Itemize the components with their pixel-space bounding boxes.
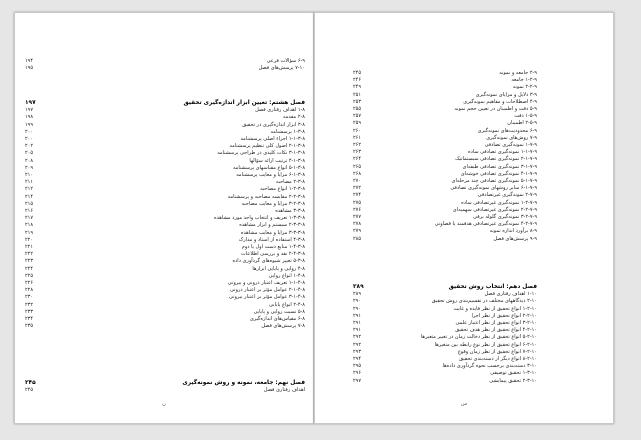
- toc-entry-title: ۱-۴-۸ انواع روایی: [268, 272, 305, 279]
- toc-entry-page-number: ۲۱۵: [25, 200, 34, 207]
- toc-entry-page-number: ۲۱۶: [25, 208, 34, 214]
- toc-entry-title: ۲-۵-۹ اطمینان: [507, 120, 537, 127]
- toc-entry-page-number: ۲۸۹: [353, 291, 362, 298]
- toc-entry-page-number: ۲۲۰: [25, 236, 34, 243]
- toc-entry-title: ۵-۱-۳-۸ انواع مقیاسهای پرسشنامه: [232, 164, 305, 171]
- toc-entry: [353, 377, 537, 385]
- toc-entry-title: ۷-۱۰ پرسش‌های فصل: [258, 65, 305, 72]
- toc-entry-page-number: ۲۰۸: [25, 157, 34, 164]
- toc-entry-title: ۳-۳-۳-۸ مزایا و معایب مشاهده: [240, 229, 305, 236]
- toc-entry-title: ۲-۷-۹ نمونه‌گیری غیرتصادفی: [477, 192, 537, 199]
- toc-entry-title: ۱-۴-۳-۸ منابع دست اول یا دوم: [241, 244, 305, 250]
- toc-entry-page-number: ۲۵۵: [353, 106, 362, 112]
- toc-entry-page-number: ۲۲۴: [25, 265, 34, 272]
- toc-entry-title: ۵-۱-۷-۹ نمونه‌گیری تصادفی چند مرحله‌ای: [451, 178, 537, 184]
- page-footer-right: س: [460, 401, 468, 407]
- toc-entry-page-number: ۲۱۰: [25, 172, 34, 178]
- right-page: [314, 12, 614, 424]
- toc-entry-title: ۶-۸ مقیاس‌های اندازه‌گیری: [249, 316, 305, 322]
- toc-entry-page-number: ۲۴۶: [353, 77, 362, 84]
- toc-entry-title: ۹-۹ پرسش‌های فصل: [493, 235, 537, 242]
- toc-entry-title: ۴-۲-۱۰ انواع تحقیق از نظر هدف تحقیق: [455, 327, 537, 334]
- toc-entry-title: ۴-۲-۷-۹ نمونه‌گیری غیرتصادفی هدفمند یا قضاوتی: [434, 221, 537, 228]
- toc-entry-title: ۶-۱-۷-۹ سایر روشهای نمونه‌گیری تصادفی: [450, 185, 537, 192]
- toc-entry-title: ۴-۹ اصطلاحات و مفاهیم نمونه‌گیری: [463, 98, 537, 105]
- toc-entry-title: ۳-۹ دلایل و مزایای نمونه‌گیری: [475, 91, 537, 98]
- toc-entry-title: ۵-۸ نسبت روایی و پایایی: [253, 308, 305, 315]
- toc-entry-page-number: ۲۹۰: [353, 298, 362, 305]
- toc-entry-title: فصل دهم: انتخاب روش تحقیق: [448, 284, 537, 290]
- toc-entry-title: ۸-۲-۱۰ انواع دیگر از دسته‌بندی تحقیق: [459, 356, 537, 362]
- left-page: [14, 12, 314, 424]
- toc-entry-title: ۲-۸ مقدمه: [283, 114, 305, 121]
- toc-entry-title: ۷-۲-۱۰ انواع تحقیق از نظر زمان وقوع: [457, 348, 537, 355]
- toc-entry-title: ۱-۱۰ اهداف رفتاری فصل: [484, 291, 537, 298]
- toc-entry-page-number: ۲۴۹: [353, 84, 362, 91]
- toc-entry-title: ۲-۱-۳-۸ اصول کلی تنظیم پرسشنامه: [229, 143, 305, 150]
- toc-entry-page-number: ۲۵۳: [353, 98, 362, 105]
- toc-entry-page-number: ۱۹۵: [25, 65, 34, 72]
- toc-entry-page-number: ۲۸۵: [353, 235, 362, 242]
- toc-entry-title: ۱-۷-۹ نمونه‌گیری تصادفی: [484, 142, 537, 148]
- toc-entry-page-number: ۲۳۰: [25, 294, 34, 301]
- toc-entry-page-number: ۲۷۲: [353, 185, 362, 192]
- toc-entry-page-number: ۲۱۹: [25, 229, 34, 236]
- toc-entry-page-number: ۱۹۷: [25, 107, 34, 114]
- toc-entry-title: ۳-۱-۳-۸ نکات کلیدی در طراحی پرسشنامه: [217, 150, 305, 157]
- toc-entry-page-number: ۲۴۵: [353, 70, 362, 76]
- toc-entry-title: ۳-۱۰ دسته‌بندی برحسب نحوه گردآوری داده‌ها: [442, 363, 537, 370]
- toc-entry-page-number: ۲۷۰: [353, 178, 362, 184]
- toc-entry-title: ۳-۸ ابزار اندازه‌گیری در تحقیق: [242, 121, 305, 128]
- toc-entry-title: ۱-۲-۱۰ انواع تحقیق از نظر فایده و غایت: [453, 305, 537, 312]
- toc-entry-page-number: ۲۵۱: [353, 91, 362, 98]
- toc-entry-title: ۲-۳-۸ مصاحبه: [275, 179, 305, 186]
- toc-entry-page-number: ۲۲۸: [25, 287, 34, 294]
- toc-entry: [25, 386, 305, 394]
- toc-entry-title: ۴-۸ روایی و پایایی ابزارها: [252, 265, 305, 272]
- toc-entry-title: ۳-۲-۳-۸ مزایا و معایب مصاحبه: [241, 200, 305, 207]
- toc-entry-title: ۱-۵-۹ دقت: [514, 113, 537, 120]
- toc-entry-page-number: ۲۱۱: [25, 179, 34, 186]
- toc-entry-page-number: ۲۴۵: [25, 387, 34, 394]
- toc-entry-page-number: ۲۷۶: [353, 206, 362, 213]
- toc-entry-title: ۱-۸ اهداف رفتاری فصل: [255, 107, 305, 114]
- toc-entry-title: ۲-۳-۳-۸ سیستم و ابزار مشاهده: [239, 222, 305, 229]
- toc-entry-title: ۱-۱-۴-۸ تعریف اعتبار درونی و بیرونی: [227, 280, 305, 286]
- toc-entry-page-number: ۲۶۸: [353, 170, 362, 177]
- toc-entry-page-number: ۲۳۴: [25, 316, 34, 322]
- toc-entry-page-number: ۲۸۹: [353, 284, 364, 290]
- toc-entry-page-number: ۲۰۵: [25, 150, 34, 157]
- toc-entry-page-number: ۲۵۹: [353, 120, 362, 127]
- toc-entry-title: ۸-۹ برآورد اندازه نمونه: [489, 228, 537, 235]
- toc-entry-page-number: ۱۹۹: [25, 121, 34, 128]
- toc-entry-page-number: ۲۰۹: [25, 164, 34, 171]
- toc-entry-title: ۲-۲-۹ نمونه: [512, 84, 537, 91]
- toc-entry-page-number: ۲۹۰: [353, 305, 362, 312]
- toc-entry-page-number: ۲۴۵: [25, 380, 36, 386]
- toc-entry-title: ۶-۲-۱۰ انواع تحقیق از نظر نوع رابطه بین متغیرها: [434, 341, 537, 348]
- toc-entry-title: ۲-۲-۷-۹ نمونه‌گیری غیرتصادفی سهمیه‌ای: [452, 206, 537, 213]
- toc-entry-page-number: ۲۰۰: [25, 136, 34, 142]
- page-footer-left: ن: [162, 401, 166, 407]
- toc-entry-title: ۴-۱-۷-۹ نمونه‌گیری تصادفی خوشه‌ای: [460, 170, 537, 177]
- toc-entry-page-number: ۲۹۵: [353, 363, 362, 370]
- toc-entry-page-number: ۲۳۳: [25, 308, 34, 315]
- toc-entry-title: ۲-۲-۱۰ انواع تحقیق از نظر اجرا: [471, 312, 537, 319]
- toc-entry: [353, 235, 537, 243]
- toc-entry-title: ۲-۴-۳-۸ نقد و بررسی اطلاعات: [241, 251, 305, 258]
- toc-entry-title: ۲-۴-۸ انواع پایایی: [269, 301, 305, 308]
- toc-entry-page-number: ۲۶۴: [353, 156, 362, 163]
- toc-entry-title: ۷-۹ روش‌های نمونه‌گیری: [486, 134, 537, 141]
- toc-entry-page-number: ۲۰۰: [25, 128, 34, 135]
- toc-entry-title: ۱-۱-۳-۸ اجزاء اصلی پرسشنامه: [240, 136, 305, 142]
- toc-entry-title: ۵-۳-۸ تغییر شیوه‌های گردآوری داده: [232, 258, 305, 265]
- toc-entry-page-number: ۲۳۲: [25, 301, 34, 308]
- toc-entry-page-number: ۲۷۴: [353, 192, 362, 199]
- toc-entry-title: ۲-۱۰ دیدگاههای مختلف در تقسیم‌بندی روش تحقیق: [431, 298, 537, 305]
- toc-entry-page-number: ۲۹۷: [353, 377, 362, 384]
- toc-entry-page-number: ۲۹۱: [353, 312, 362, 319]
- toc-entry-title: ۱-۲-۷-۹ نمونه‌گیری غیرتصادفی ساده: [461, 199, 537, 206]
- toc-entry-title: ۱-۳-۱۰ تحقیق توصیفی: [490, 370, 537, 377]
- toc-entry-page-number: ۲۲۲: [25, 251, 34, 258]
- toc-entry-page-number: ۱۹۷: [25, 100, 36, 106]
- toc-entry-page-number: ۲۲۳: [25, 258, 34, 265]
- toc-entry-title: فصل نهم: جامعه، نمونه و روش نمونه‌گیری: [182, 380, 305, 386]
- toc-entry-page-number: ۲۹۶: [353, 370, 362, 377]
- toc-entry-title: فصل هشتم: تعیین ابزار اندازه‌گیری تحقیق: [183, 100, 305, 106]
- toc-entry-page-number: ۲۹۲: [353, 341, 362, 348]
- toc-entry-page-number: ۲۶۵: [353, 163, 362, 170]
- toc-entry-title: ۷-۸ پرسش‌های فصل: [261, 323, 305, 330]
- toc-entry-page-number: ۲۲۵: [25, 272, 34, 279]
- toc-entry: [25, 64, 305, 72]
- toc-entry-title: ۱-۲-۹ جامعه: [511, 77, 537, 84]
- toc-entry-page-number: ۲۹۳: [353, 348, 362, 355]
- toc-entry-page-number: ۲۷۸: [353, 221, 362, 228]
- toc-entry-title: ۱-۳-۳-۸ تعریف و انتخاب واحد مورد مشاهده: [214, 215, 305, 222]
- toc-entry-title: ۱-۲-۳-۸ انواع مصاحبه: [260, 186, 305, 193]
- toc-entry-title: ۱-۱-۷-۹ نمونه‌گیری تصادفی ساده: [467, 149, 537, 156]
- toc-entry-page-number: ۲۱۸: [25, 222, 34, 229]
- toc-entry-page-number: ۲۹۲: [353, 334, 362, 341]
- toc-entry-page-number: ۱۹۴: [25, 58, 34, 64]
- toc-entry-page-number: ۲۹۱: [353, 327, 362, 334]
- toc-entry-page-number: ۲۶۲: [353, 142, 362, 148]
- toc-entry-page-number: ۲۲۱: [25, 244, 34, 250]
- toc-entry-title: ۳-۱-۷-۹ نمونه‌گیری تصادفی طبقه‌ای: [462, 163, 537, 170]
- toc-entry-page-number: ۲۵۷: [353, 113, 362, 120]
- toc-entry-title: ۲-۱-۷-۹ نمونه‌گیری تصادفی سیستماتیک: [455, 156, 537, 163]
- toc-entry-page-number: ۲۶۱: [353, 134, 362, 141]
- toc-entry-page-number: ۲۶۰: [353, 127, 362, 134]
- toc-entry-title: ۶-۹ سؤالات فرعی: [266, 58, 305, 64]
- toc-entry-page-number: ۱۹۸: [25, 114, 34, 121]
- toc-entry-title: ۵-۲-۱۰ انواع تحقیق از نظر دخالت زمان در تغییر متغیرها: [420, 334, 537, 341]
- toc-entry-title: ۳-۱-۴-۸ عوامل مؤثر بر اعتبار بیرونی: [228, 294, 305, 301]
- toc-entry-title: ۱-۳-۸ پرسشنامه: [270, 128, 305, 135]
- toc-entry-title: اهداف رفتاری فصل: [263, 387, 305, 394]
- toc-entry-title: ۳-۲-۷-۹ نمونه‌گیری گلوله برفی: [473, 214, 537, 220]
- toc-entry-title: ۶-۹ محدودیت‌های نمونه‌گیری: [477, 127, 537, 134]
- toc-entry-title: ۲-۱-۴-۸ عوامل مؤثر بر اعتبار درونی: [229, 287, 305, 294]
- toc-entry-title: ۲-۲-۳-۸ مقایسه مصاحبه و پرسشنامه: [227, 193, 305, 200]
- toc-entry-page-number: ۲۹۱: [353, 320, 362, 326]
- toc-entry-title: ۴-۳-۸ استفاده از اسناد و مدارک: [238, 236, 305, 243]
- toc-entry-page-number: ۲۷۹: [353, 228, 362, 235]
- toc-entry-page-number: ۲۲۶: [25, 280, 34, 286]
- toc-entry-title: ۴-۱-۳-۸ ترتیب ارائه سؤالها: [249, 157, 305, 164]
- toc-entry-page-number: ۲۰۲: [25, 143, 34, 150]
- toc-entry-title: ۳-۲-۱۰ انواع تحقیق از نظر اعتبار علمی: [455, 320, 537, 326]
- toc-entry-title: ۲-۹ جامعه و نمونه: [499, 70, 537, 76]
- toc-entry-page-number: ۲۳۵: [25, 323, 34, 330]
- toc-entry-page-number: ۲۹۴: [353, 356, 362, 362]
- toc-entry-page-number: ۲۶۳: [353, 149, 362, 156]
- toc-entry-page-number: ۲۷۵: [353, 199, 362, 206]
- toc-entry: [25, 322, 305, 330]
- toc-entry-page-number: ۲۱۷: [25, 215, 34, 222]
- toc-entry-title: ۳-۳-۸ مشاهده: [275, 208, 305, 214]
- toc-entry-title: ۶-۱-۳-۸ مزایا و معایب پرسشنامه: [236, 172, 305, 178]
- toc-entry-page-number: ۲۷۷: [353, 214, 362, 220]
- toc-entry-title: ۵-۹ دقت و اطمینان در تعیین حجم نمونه: [454, 106, 537, 112]
- toc-entry-page-number: ۲۱۲: [25, 186, 34, 193]
- toc-entry-title: ۲-۳-۱۰ تحقیق پیمایشی: [489, 377, 537, 384]
- toc-entry-page-number: ۲۱۴: [25, 193, 34, 200]
